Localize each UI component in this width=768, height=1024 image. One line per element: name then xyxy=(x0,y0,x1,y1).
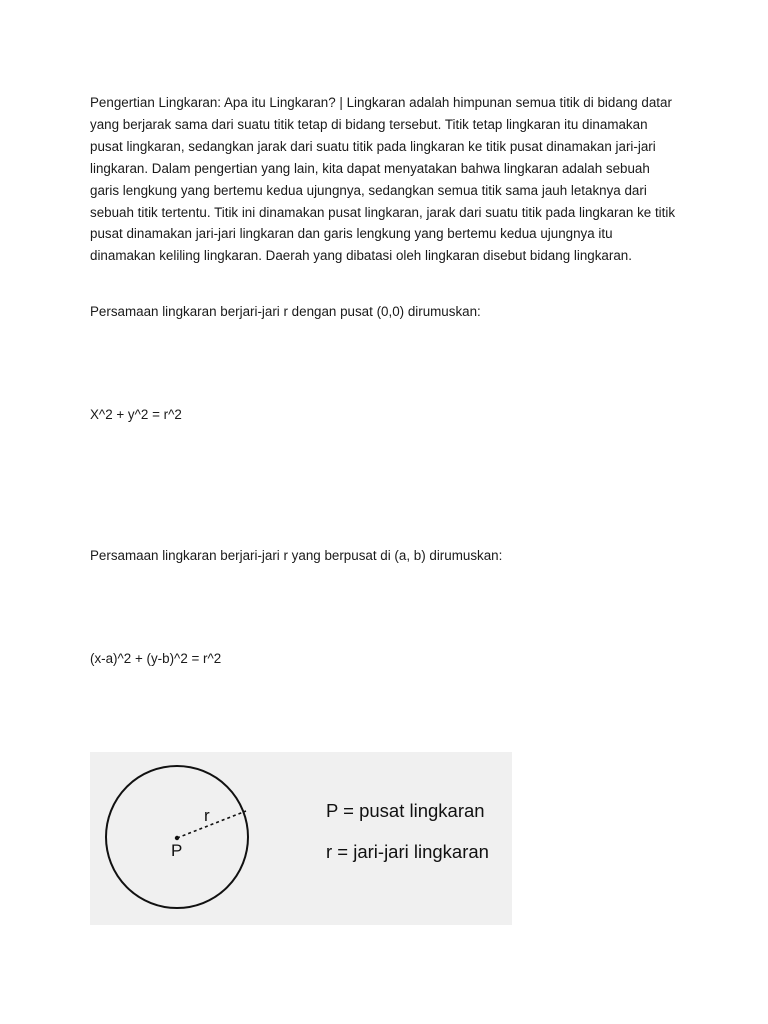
formula-center-origin: X^2 + y^2 = r^2 xyxy=(90,407,182,422)
legend-radius: r = jari-jari lingkaran xyxy=(326,841,489,862)
circle-figure xyxy=(90,752,512,925)
legend-center: P = pusat lingkaran xyxy=(326,800,485,821)
formula-intro-center-origin: Persamaan lingkaran berjari-jari r dengan pusat (0,0) dirumuskan: xyxy=(90,304,481,319)
radius-line xyxy=(177,811,246,838)
formula-center-ab: (x-a)^2 + (y-b)^2 = r^2 xyxy=(90,651,222,666)
intro-paragraph: Pengertian Lingkaran: Apa itu Lingkaran? | Lingkaran adalah himpunan semua titik di bidang datar yang berjarak sama dari suatu titik tetap di bidang tersebut. Titik tetap lingkaran itu dinamakan pusat lingkaran, sedangkan jarak dari suatu titik pada lingkaran ke titik pusat dinamakan jari-jari lingkaran. Dalam pengertian yang lain, kita dapat menyatakan bahwa lingkaran adalah sebuah garis lengkung yang bertemu kedua ujungnya, sedangkan semua titik sama jauh letaknya dari sebuah titik tertentu. Titik ini dinamakan pusat lingkaran, jarak dari suatu titik pada lingkaran ke titik pusat dinamakan jari-jari lingkaran dan garis lengkung yang bertemu kedua ujungnya itu dinamakan keliling lingkaran. Daerah yang dibatasi oleh lingkaran disebut bidang lingkaran. xyxy=(90,95,676,264)
formula-intro-center-ab: Persamaan lingkaran berjari-jari r yang berpusat di (a, b) dirumuskan: xyxy=(90,548,503,563)
center-label: P xyxy=(171,841,183,860)
circle-diagram xyxy=(90,752,512,925)
radius-label: r xyxy=(204,806,210,825)
